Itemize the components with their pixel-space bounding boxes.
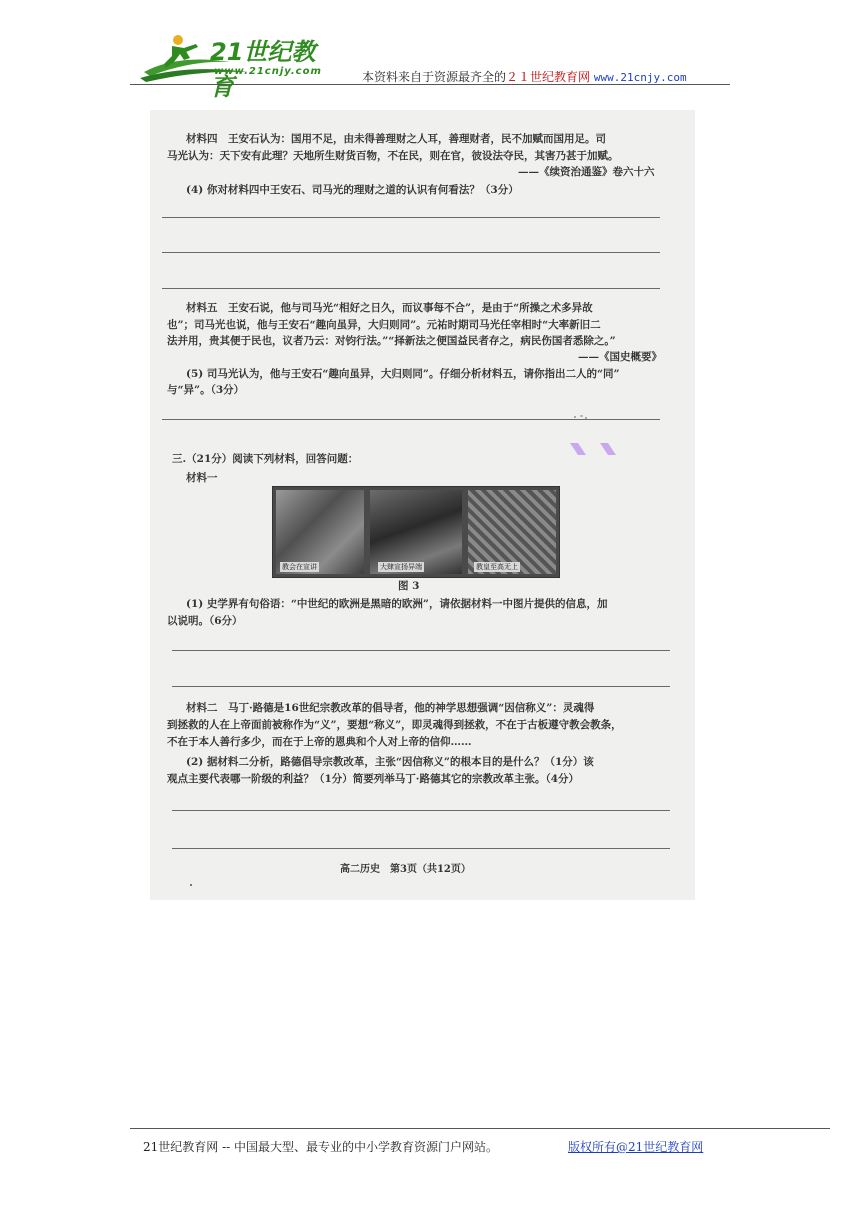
header-divider	[130, 84, 730, 85]
material2-line1: 材料二 马丁·路德是16世纪宗教改革的倡导者，他的神学思想强调“因信称义”：灵魂得	[186, 702, 595, 714]
material5-source: ——《国史概要》	[578, 351, 662, 363]
section3-heading: 三.（21分）阅读下列材料，回答问题：	[172, 453, 359, 465]
figure-label: 图 3	[398, 580, 420, 592]
figure-caption: 大肆宣扬异端	[380, 563, 422, 571]
image-pope-supreme	[468, 490, 556, 574]
material4-source: ——《续资治通鉴》卷六十六	[518, 166, 655, 178]
footer-divider	[130, 1128, 830, 1129]
material4-line2: 马光认为：天下安有此理？天地所生财货百物，不在民，则在官，彼设法夺民，其害乃甚于加赋。	[167, 150, 619, 162]
material5-line1: 材料五 王安石说，他与司马光“相好之日久，而议事每不合”，是由于“所操之术多异故	[186, 302, 593, 314]
material5-line2: 也”；司马光也说，他与王安石“趣向虽异，大归则同”。元祐时期司马光任宰相时“大率新旧二	[167, 319, 601, 331]
scan-speck	[574, 405, 588, 411]
answer-line[interactable]	[172, 650, 670, 651]
material4-question: (4) 你对材料四中王安石、司马光的理财之道的认识有何看法？（3分）	[186, 184, 519, 196]
q1-line2: 以说明。（6分）	[167, 615, 243, 627]
material2-line2: 到拯救的人在上帝面前被称作为“义”，要想“称义”，即灵魂得到拯救，不在于古板遵守教会教条，	[167, 719, 622, 731]
material5-question-line1: (5) 司马光认为，他与王安石“趣向虽异，大归则同”。仔细分析材料五，请你指出二人的“同”	[186, 368, 620, 380]
figure-caption: 教皇至高无上	[476, 563, 518, 571]
header-source-prefix: 本资料来自于资源最齐全的	[362, 70, 507, 84]
material4-line1: 材料四 王安石认为：国用不足，由未得善理财之人耳，善理财者，民不加赋而国用足。司	[186, 133, 606, 145]
image-church-preaching	[276, 490, 364, 574]
figure-3-images	[272, 486, 560, 578]
header-source-url[interactable]: www.21cnjy.com	[593, 71, 687, 84]
material5-question-line2: 与“异”。（3分）	[167, 384, 245, 396]
q2-line2: 观点主要代表哪一阶级的利益？（1分）简要列举马丁·路德其它的宗教改革主张。（4分）	[167, 773, 580, 785]
answer-line[interactable]	[162, 288, 660, 289]
figure-caption: 教会在宣讲	[282, 563, 317, 571]
material5-line3: 法并用，贵其便于民也，议者乃云：对钧行法。”“择新法之便国益民者存之，病民伤国者悉除之。”	[167, 335, 616, 347]
header-source	[362, 68, 687, 85]
material2-line3: 不在于本人善行多少，而在于上帝的恩典和个人对上帝的信仰……	[167, 736, 472, 748]
image-heresy	[370, 490, 462, 574]
footer-copyright-link[interactable]: 版权所有@21世纪教育网	[568, 1140, 704, 1154]
material1-label: 材料一	[186, 472, 218, 484]
q1-line1: (1) 史学界有句俗语：“中世纪的欧洲是黑暗的欧洲”，请依据材料一中图片提供的信息，加	[186, 598, 608, 610]
site-logo[interactable]	[138, 28, 338, 101]
answer-line[interactable]	[172, 848, 670, 849]
answer-line[interactable]	[162, 217, 660, 218]
watermark-mark	[570, 442, 622, 456]
footer-site-description: 21世纪教育网 -- 中国最大型、最专业的中小学教育资源门户网站。	[143, 1140, 499, 1154]
header-source-name[interactable]: ２１世纪教育网	[506, 70, 591, 84]
answer-line[interactable]	[162, 252, 660, 253]
scan-speck	[190, 884, 192, 886]
answer-line[interactable]	[172, 810, 670, 811]
logo-text: 21世纪教育	[210, 38, 316, 101]
logo-url: www.21cnjy.com	[214, 66, 322, 77]
q2-line1: (2) 据材料二分析，路德倡导宗教改革，主张“因信称义”的根本目的是什么？（1分）该	[186, 756, 594, 768]
answer-line[interactable]	[172, 686, 670, 687]
scan-page-number: 高二历史 第3页（共12页）	[340, 864, 471, 875]
